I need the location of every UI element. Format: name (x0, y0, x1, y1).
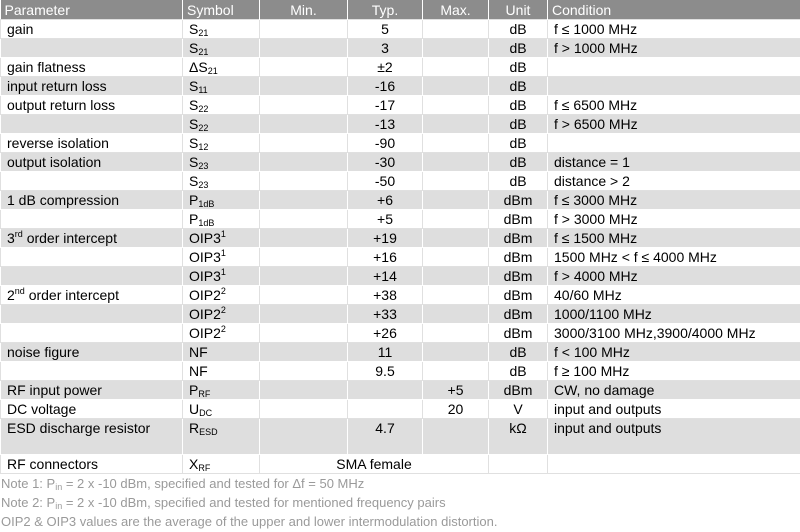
cell-condition: f > 4000 MHz (548, 267, 800, 286)
cell-typ: -16 (348, 77, 423, 96)
cell-max (423, 362, 489, 381)
cell-unit: dB (489, 362, 548, 381)
cell-condition (548, 455, 800, 474)
cell-parameter: output isolation (1, 153, 183, 172)
cell-min (260, 267, 348, 286)
cell-min (260, 362, 348, 381)
cell-parameter: gain (1, 20, 183, 39)
table-row (1, 362, 800, 381)
cell-condition: f ≤ 3000 MHz (548, 191, 800, 210)
cell-symbol (183, 134, 260, 153)
note-text-rest: = 2 x -10 dBm, specified and tested for mentioned frequency pairs (62, 495, 446, 510)
cell-unit: dB (489, 134, 548, 153)
cell-min (260, 210, 348, 229)
cell-unit: dBm (489, 248, 548, 267)
cell-unit: dB (489, 20, 548, 39)
symbol-superscript: 1 (220, 248, 226, 258)
table-row (1, 172, 800, 191)
cell-parameter (1, 229, 183, 248)
cell-symbol (183, 153, 260, 172)
cell-condition: 1500 MHz < f ≤ 4000 MHz (548, 248, 800, 267)
table-row (1, 455, 800, 474)
cell-typ: +26 (348, 324, 423, 343)
note-line (1, 493, 800, 512)
cell-min (260, 305, 348, 324)
note-line (1, 512, 800, 531)
header-symbol: Symbol (183, 0, 260, 20)
cell-max (423, 96, 489, 115)
cell-symbol (183, 77, 260, 96)
symbol-base: R (189, 420, 200, 436)
symbol-subscript: DC (199, 408, 213, 418)
cell-unit: dB (489, 172, 548, 191)
table-row (1, 134, 800, 153)
symbol-base: OIP2 (189, 325, 221, 341)
cell-symbol (183, 267, 260, 286)
cell-unit: dB (489, 77, 548, 96)
cell-unit: dBm (489, 381, 548, 400)
cell-unit (489, 455, 548, 474)
cell-typ: +6 (348, 191, 423, 210)
cell-min (260, 419, 348, 455)
note-subscript: in (55, 501, 63, 511)
cell-condition: input and outputs (548, 419, 800, 455)
cell-condition: f > 6500 MHz (548, 115, 800, 134)
cell-unit: dBm (489, 324, 548, 343)
table-row (1, 20, 800, 39)
cell-symbol (183, 305, 260, 324)
cell-typ: +16 (348, 248, 423, 267)
symbol-superscript: 2 (220, 305, 226, 315)
cell-max (423, 20, 489, 39)
cell-max (423, 77, 489, 96)
table-row (1, 267, 800, 286)
cell-min (260, 381, 348, 400)
symbol-base: S (189, 21, 199, 37)
cell-condition (548, 58, 800, 77)
note-text: Note 2: P (1, 495, 56, 510)
note-text-rest: = 2 x -10 dBm, specified and tested for Δf = 50 MHz (62, 476, 365, 491)
cell-min (260, 96, 348, 115)
cell-unit: dBm (489, 210, 548, 229)
cell-typ: 11 (348, 343, 423, 362)
symbol-base: P (189, 382, 199, 398)
cell-min (260, 172, 348, 191)
notes-block (0, 474, 800, 531)
cell-max (423, 172, 489, 191)
cell-parameter (1, 267, 183, 286)
cell-min (260, 400, 348, 419)
cell-unit: dBm (489, 286, 548, 305)
cell-parameter: 1 dB compression (1, 191, 183, 210)
cell-max (423, 248, 489, 267)
table-row (1, 305, 800, 324)
cell-condition: f ≥ 100 MHz (548, 362, 800, 381)
cell-unit: dB (489, 153, 548, 172)
cell-min (260, 248, 348, 267)
table-row (1, 324, 800, 343)
symbol-subscript: RF (198, 389, 211, 399)
cell-parameter (1, 115, 183, 134)
cell-unit: dBm (489, 191, 548, 210)
symbol-base: S (189, 97, 199, 113)
header-parameter: Parameter (1, 0, 183, 20)
table-row (1, 381, 800, 400)
note-text: OIP2 & OIP3 values are the average of the upper and lower intermodulation distortion. (1, 514, 498, 529)
symbol-base: S (189, 173, 199, 189)
cell-condition: f < 100 MHz (548, 343, 800, 362)
table-row (1, 39, 800, 58)
symbol-base: OIP3 (189, 230, 221, 246)
cell-condition: CW, no damage (548, 381, 800, 400)
symbol-subscript: 11 (198, 85, 208, 95)
cell-min (260, 134, 348, 153)
symbol-subscript: 21 (198, 47, 209, 57)
cell-unit: dBm (489, 229, 548, 248)
table-row (1, 286, 800, 305)
cell-max: +5 (423, 381, 489, 400)
cell-parameter: noise figure (1, 343, 183, 362)
table-row (1, 115, 800, 134)
parameter-text: 3 (7, 230, 15, 246)
table-row (1, 248, 800, 267)
cell-min (260, 229, 348, 248)
cell-max (423, 39, 489, 58)
cell-symbol (183, 20, 260, 39)
cell-condition: 40/60 MHz (548, 286, 800, 305)
cell-max (423, 267, 489, 286)
cell-parameter: DC voltage (1, 400, 183, 419)
cell-condition: 3000/3100 MHz,3900/4000 MHz (548, 324, 800, 343)
cell-symbol (183, 343, 260, 362)
cell-typ: 9.5 (348, 362, 423, 381)
cell-max (423, 134, 489, 153)
table-row (1, 58, 800, 77)
cell-parameter: output return loss (1, 96, 183, 115)
cell-min (260, 115, 348, 134)
cell-min (260, 39, 348, 58)
parameter-text: 2 (7, 287, 15, 303)
symbol-subscript: 1dB (198, 199, 215, 209)
symbol-subscript: 23 (198, 161, 209, 171)
cell-condition: distance = 1 (548, 153, 800, 172)
symbol-subscript: ESD (199, 427, 218, 437)
cell-typ: +19 (348, 229, 423, 248)
cell-parameter (1, 286, 183, 305)
cell-condition (548, 134, 800, 153)
cell-min (260, 191, 348, 210)
cell-condition: f > 3000 MHz (548, 210, 800, 229)
table-row (1, 210, 800, 229)
table-header-row (1, 0, 800, 20)
cell-typ: -30 (348, 153, 423, 172)
symbol-base: S (189, 135, 199, 151)
cell-unit: kΩ (489, 419, 548, 455)
symbol-superscript: 1 (220, 267, 226, 277)
cell-max (423, 153, 489, 172)
symbol-base: U (189, 401, 200, 417)
symbol-base: NF (189, 344, 208, 360)
symbol-superscript: 2 (220, 286, 226, 296)
cell-parameter (1, 305, 183, 324)
cell-typ (348, 400, 423, 419)
cell-typ: 4.7 (348, 419, 423, 455)
cell-symbol (183, 324, 260, 343)
cell-min (260, 58, 348, 77)
cell-symbol (183, 58, 260, 77)
symbol-subscript: 1dB (198, 218, 215, 228)
cell-symbol (183, 210, 260, 229)
cell-unit: dB (489, 58, 548, 77)
symbol-base: P (189, 192, 199, 208)
symbol-base: OIP2 (189, 287, 221, 303)
table-row (1, 343, 800, 362)
cell-typ: -90 (348, 134, 423, 153)
cell-parameter (1, 248, 183, 267)
cell-parameter: reverse isolation (1, 134, 183, 153)
note-subscript: in (55, 482, 63, 492)
cell-unit: dB (489, 343, 548, 362)
cell-parameter (1, 172, 183, 191)
cell-typ: +14 (348, 267, 423, 286)
cell-typ: +33 (348, 305, 423, 324)
symbol-base: NF (189, 363, 208, 379)
cell-max (423, 343, 489, 362)
cell-typ: -50 (348, 172, 423, 191)
cell-symbol (183, 419, 260, 455)
symbol-subscript: 22 (198, 123, 209, 133)
cell-parameter: RF input power (1, 381, 183, 400)
parameter-text-rest: order intercept (22, 230, 117, 246)
cell-symbol (183, 96, 260, 115)
header-typ: Typ. (348, 0, 423, 20)
header-min: Min. (260, 0, 348, 20)
cell-parameter (1, 324, 183, 343)
cell-typ: ±2 (348, 58, 423, 77)
table-row (1, 229, 800, 248)
symbol-base: OIP3 (189, 249, 221, 265)
cell-typ: 3 (348, 39, 423, 58)
cell-max (423, 58, 489, 77)
symbol-base: X (189, 456, 199, 472)
cell-symbol (183, 400, 260, 419)
cell-parameter (1, 39, 183, 58)
table-row (1, 153, 800, 172)
symbol-base: OIP2 (189, 306, 221, 322)
header-condition: Condition (548, 0, 800, 20)
cell-condition: f > 1000 MHz (548, 39, 800, 58)
cell-max (423, 286, 489, 305)
cell-typ: -17 (348, 96, 423, 115)
note-line (1, 474, 800, 493)
symbol-superscript: 1 (220, 229, 226, 239)
cell-typ (348, 381, 423, 400)
cell-min (260, 20, 348, 39)
cell-condition: input and outputs (548, 400, 800, 419)
cell-condition: f ≤ 6500 MHz (548, 96, 800, 115)
cell-unit: dB (489, 115, 548, 134)
symbol-subscript: 21 (198, 28, 209, 38)
cell-symbol (183, 39, 260, 58)
symbol-base: P (189, 211, 199, 227)
cell-max (423, 324, 489, 343)
cell-max (423, 210, 489, 229)
table-row (1, 419, 800, 455)
parameter-ordinal: rd (14, 229, 23, 239)
header-max: Max. (423, 0, 489, 20)
symbol-subscript: 22 (198, 104, 209, 114)
cell-unit: dB (489, 96, 548, 115)
table-row (1, 77, 800, 96)
symbol-superscript: 2 (220, 324, 226, 334)
cell-typ: +5 (348, 210, 423, 229)
symbol-subscript: 23 (198, 180, 209, 190)
symbol-subscript: 21 (207, 66, 218, 76)
cell-unit: dBm (489, 305, 548, 324)
cell-symbol (183, 362, 260, 381)
cell-min (260, 324, 348, 343)
cell-condition: 1000/1100 MHz (548, 305, 800, 324)
symbol-base: OIP3 (189, 268, 221, 284)
cell-min (260, 153, 348, 172)
table-row (1, 400, 800, 419)
cell-symbol (183, 248, 260, 267)
cell-parameter: gain flatness (1, 58, 183, 77)
symbol-subscript: 12 (198, 142, 209, 152)
cell-typ: 5 (348, 20, 423, 39)
cell-symbol (183, 172, 260, 191)
cell-condition (548, 77, 800, 96)
cell-max (423, 191, 489, 210)
cell-max (423, 305, 489, 324)
cell-symbol (183, 191, 260, 210)
cell-unit: V (489, 400, 548, 419)
cell-symbol (183, 455, 260, 474)
cell-max (423, 115, 489, 134)
cell-max: 20 (423, 400, 489, 419)
cell-condition: distance > 2 (548, 172, 800, 191)
cell-symbol (183, 286, 260, 305)
cell-unit: dBm (489, 267, 548, 286)
symbol-base: S (189, 154, 199, 170)
note-text: Note 1: P (1, 476, 56, 491)
cell-unit: dB (489, 39, 548, 58)
cell-condition: f ≤ 1500 MHz (548, 229, 800, 248)
cell-symbol (183, 229, 260, 248)
cell-parameter: RF connectors (1, 455, 183, 474)
symbol-subscript: RF (198, 463, 211, 473)
cell-typ: -13 (348, 115, 423, 134)
cell-value-span: SMA female (260, 455, 489, 474)
parameter-text-rest: order intercept (24, 287, 119, 303)
cell-min (260, 77, 348, 96)
symbol-base: S (189, 40, 199, 56)
table-row (1, 191, 800, 210)
symbol-base: S (189, 78, 199, 94)
parameter-ordinal: nd (14, 286, 25, 296)
cell-parameter: ESD discharge resistor (1, 419, 183, 455)
table-body (1, 20, 800, 474)
cell-typ: +38 (348, 286, 423, 305)
cell-max (423, 419, 489, 455)
header-unit: Unit (489, 0, 548, 20)
cell-min (260, 286, 348, 305)
cell-parameter (1, 362, 183, 381)
cell-symbol (183, 115, 260, 134)
table-row (1, 96, 800, 115)
cell-condition: f ≤ 1000 MHz (548, 20, 800, 39)
symbol-base: S (189, 116, 199, 132)
cell-min (260, 343, 348, 362)
cell-max (423, 229, 489, 248)
cell-symbol (183, 381, 260, 400)
cell-parameter (1, 210, 183, 229)
cell-parameter: input return loss (1, 77, 183, 96)
symbol-base: ΔS (189, 59, 208, 75)
